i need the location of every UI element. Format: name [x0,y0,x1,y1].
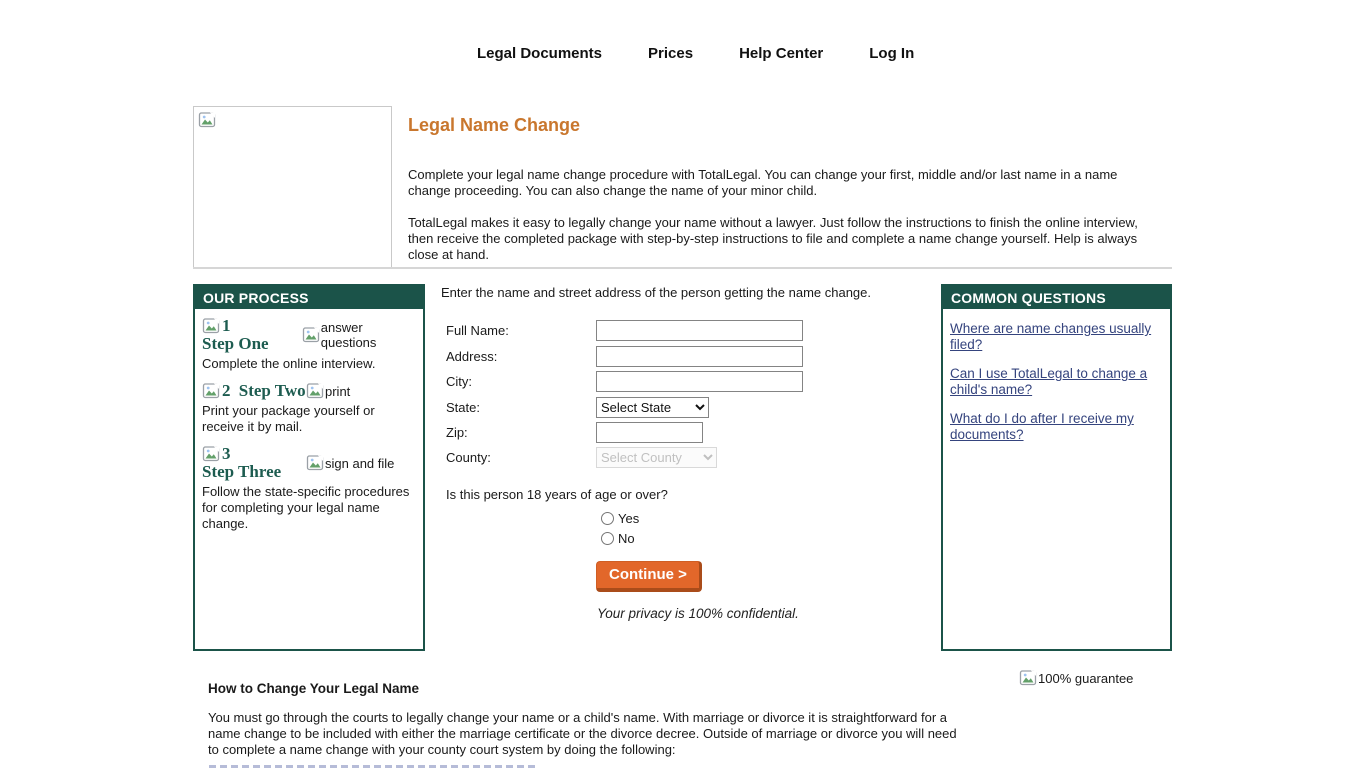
city-label: City: [446,374,472,389]
no-radio-row [601,531,635,546]
address-input[interactable] [596,346,803,367]
no-radio-label: No [618,531,635,546]
nav-legal-documents[interactable]: Legal Documents [477,45,603,62]
common-questions-body [943,309,1170,464]
continue-button[interactable]: Continue > [596,561,702,592]
zip-label: Zip: [446,425,468,440]
common-questions-panel [941,284,1172,651]
common-questions-header: COMMON QUESTIONS [943,286,1170,309]
broken-image-icon [306,382,324,400]
step-two-title: Step Two [238,381,306,400]
yes-radio-label: Yes [618,511,640,526]
step-one-title: Step One [202,334,269,353]
state-select[interactable] [596,397,709,418]
full-name-row [446,320,803,341]
step-three-title: Step Three [202,462,282,481]
step-one-row [202,317,417,353]
broken-image-icon [1019,669,1037,687]
broken-image-icon [202,317,220,335]
intro-paragraph-2: TotalLegal makes it easy to legally change your name without a lawyer. Just follow the instructions to finish the online interview, then receive the completed package with step-by-step instructions to file and complete a name change yourself. Help is always close at hand. [408,215,1138,262]
step-one-heading [202,317,302,353]
step-two-number: 2 [222,381,231,400]
step-one-description: Complete the online interview. [202,356,376,371]
broken-image-icon [302,326,320,344]
yes-radio-row [601,511,639,526]
step-three-description: Follow the state-specific procedures for completing your legal name change. [202,484,410,531]
step-three-row [202,445,417,481]
step-one-number: 1 [222,316,231,335]
nav-log-in[interactable]: Log In [869,45,915,62]
guarantee-label: 100% guarantee [1038,670,1134,686]
broken-image-icon [202,382,220,400]
privacy-note: Your privacy is 100% confidential. [597,606,799,621]
step-two-description: Print your package yourself or receive it by mail. [202,403,375,434]
zip-row [446,422,703,443]
age-question: Is this person 18 years of age or over? [446,487,668,502]
step-three-tag-label: sign and file [325,455,395,471]
our-process-body [195,309,423,550]
section-divider [193,267,1172,269]
hero-image-placeholder [193,106,392,268]
zip-input[interactable] [596,422,703,443]
broken-image-icon [306,454,324,472]
broken-image-icon [198,111,216,129]
county-select [596,447,717,468]
state-label: State: [446,400,480,415]
full-name-label: Full Name: [446,323,509,338]
top-nav [477,45,914,62]
nav-help-center[interactable]: Help Center [739,45,824,62]
address-label: Address: [446,349,498,364]
intro-paragraph-1: Complete your legal name change procedure with TotalLegal. You can change your first, middle and/or last name in a name change proceeding. You can also change the name of your minor child. [408,167,1118,198]
how-to-paragraph: You must go through the courts to legally change your name or a child's name. With marriage or divorce it is straightforward for a name change to be included with either the marriage certificate or the divorce decree. Outside of marriage or divorce you will need to complete a name change with your county court system by doing the following: [208,710,957,757]
state-row [446,397,709,418]
step-two-tag [306,382,350,400]
step-three-tag [306,454,394,472]
step-two-tag-label: print [325,383,351,399]
question-link-after-documents[interactable]: What do I do after I receive my documents? [950,411,1134,442]
county-row [446,447,717,468]
address-row [446,346,803,367]
guarantee-badge [1019,669,1133,687]
city-input[interactable] [596,371,803,392]
step-three-heading [202,445,306,481]
step-two-heading [202,382,306,400]
how-to-heading: How to Change Your Legal Name [208,681,420,696]
question-link-child-name[interactable]: Can I use TotalLegal to change a child's name? [950,366,1148,397]
question-link-filed[interactable]: Where are name changes usually filed? [950,321,1152,352]
no-radio[interactable] [601,532,614,545]
step-one-tag-label: answer questions [320,320,377,350]
county-label: County: [446,450,491,465]
full-name-input[interactable] [596,320,803,341]
our-process-header: OUR PROCESS [195,286,423,309]
step-two-row [202,382,417,400]
form-instruction: Enter the name and street address of the person getting the name change. [441,285,872,300]
page-title: Legal Name Change [408,115,581,135]
nav-prices[interactable]: Prices [648,45,694,62]
step-one-tag [302,320,417,350]
yes-radio[interactable] [601,512,614,525]
our-process-panel [193,284,425,651]
step-three-number: 3 [222,444,231,463]
city-row [446,371,803,392]
broken-image-icon [202,445,220,463]
